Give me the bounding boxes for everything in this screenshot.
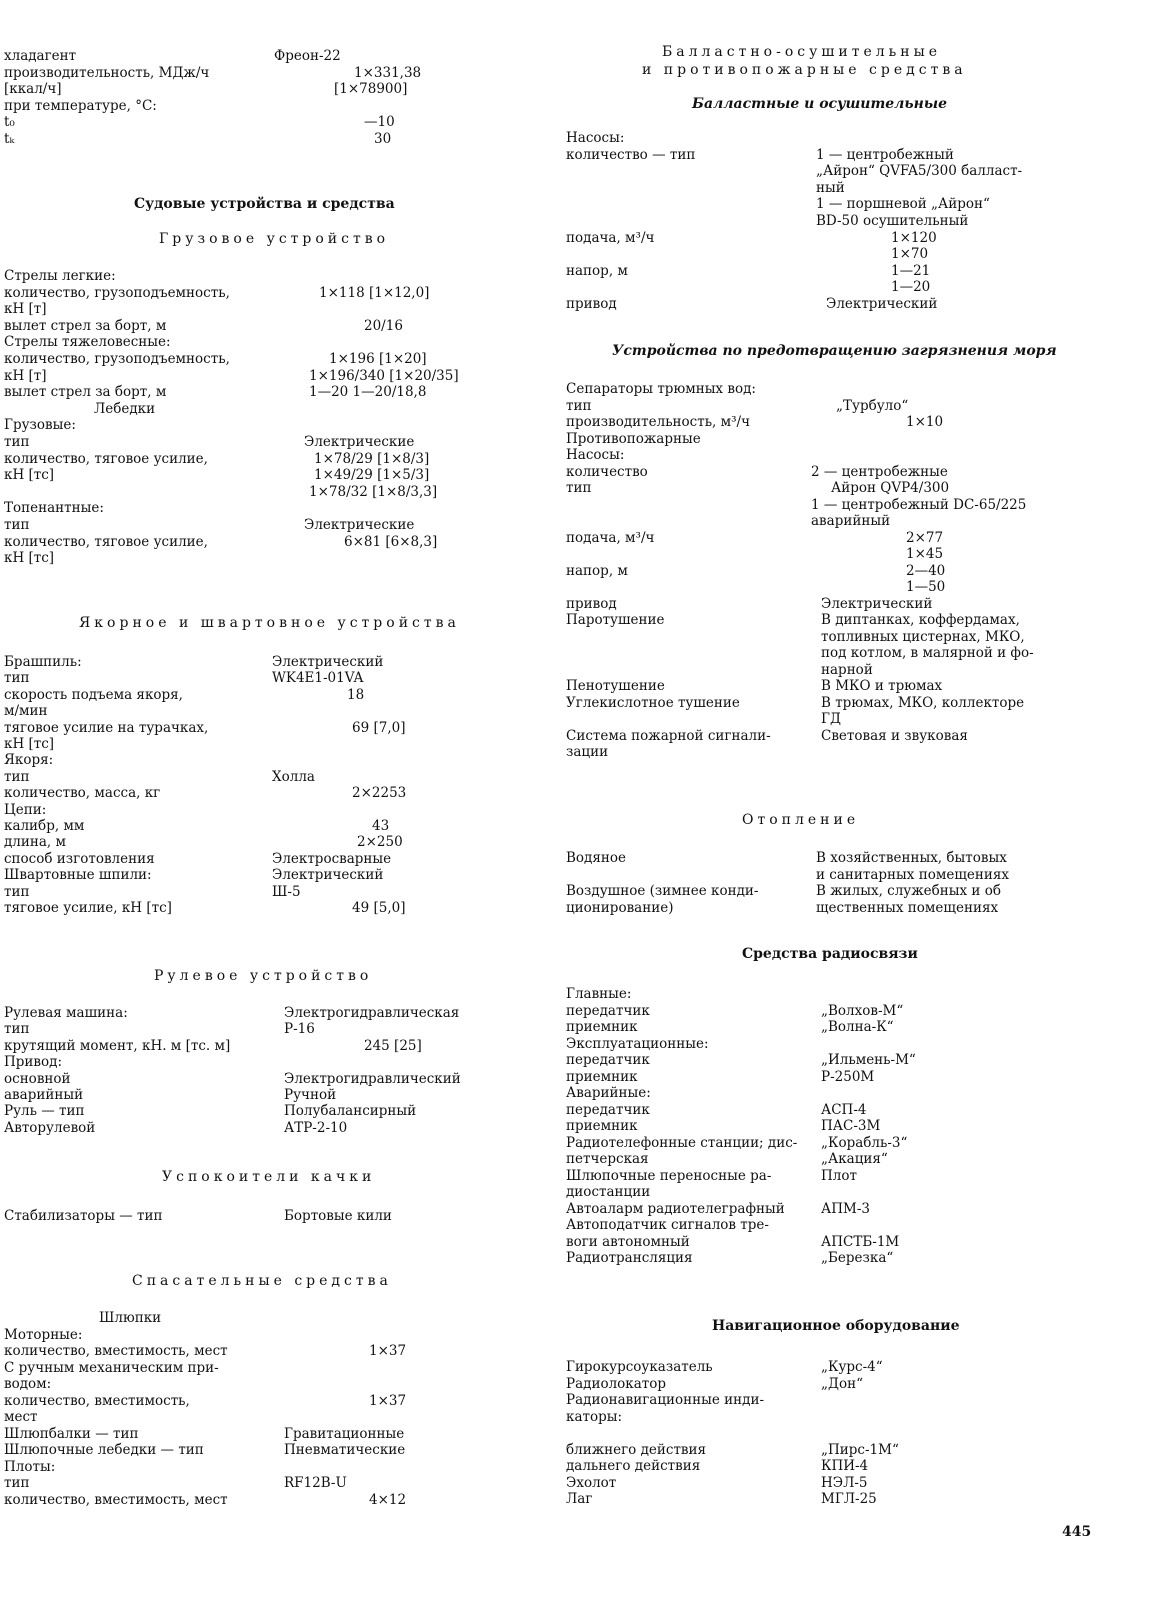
spec-label: Радионавигационные инди- xyxy=(566,1392,765,1408)
spec-label: способ изготовления xyxy=(4,850,155,867)
spec-value: 1—21 xyxy=(891,262,931,279)
spec-label: Аварийные: xyxy=(566,1085,651,1101)
spec-value: 2×2253 xyxy=(352,785,407,802)
spec-label: Главные: xyxy=(566,986,632,1002)
heading-cargo: Грузовое устройство xyxy=(159,231,390,247)
spec-label: Водяное xyxy=(566,850,626,866)
spec-label: тип xyxy=(4,1475,30,1491)
spec-value: Айрон QVP4/300 xyxy=(831,480,950,496)
heading-ballast-line1: Балластно-осушительные xyxy=(662,44,942,60)
heading-stabilizers: Успокоители качки xyxy=(162,1169,376,1185)
spec-value: Ш-5 xyxy=(272,883,301,900)
spec-label: дальнего действия xyxy=(566,1458,701,1474)
spec-value: 49 [5,0] xyxy=(352,900,406,916)
spec-value: „Дон“ xyxy=(821,1375,863,1392)
spec-label: Брашпиль: xyxy=(4,654,82,670)
spec-value: „Курс-4“ xyxy=(821,1359,883,1375)
spec-label: количество, тяговое усилие, xyxy=(4,533,208,550)
spec-value: 2×250 xyxy=(357,834,403,851)
spec-value: 30 xyxy=(374,130,392,147)
spec-label: тип xyxy=(4,883,30,900)
spec-label: Лебедки xyxy=(94,400,156,417)
spec-value: 1×196 [1×20] xyxy=(329,351,427,367)
spec-label: ближнего действия xyxy=(566,1441,707,1458)
spec-value: Электрический xyxy=(272,867,384,884)
spec-label: Пенотушение xyxy=(566,678,665,694)
spec-label: тип xyxy=(4,517,30,533)
spec-value: 2 — центробежные xyxy=(811,463,948,480)
spec-label: t₀ xyxy=(4,114,15,130)
spec-value: ный xyxy=(816,179,845,196)
spec-label: подача, м³/ч xyxy=(566,229,655,246)
spec-label: Воздушное (зимнее конди- xyxy=(566,883,759,899)
spec-label: Эксплуатационные: xyxy=(566,1035,709,1052)
spec-value: BD-50 осушительный xyxy=(816,213,969,229)
spec-value: RF12B-U xyxy=(284,1475,347,1491)
spec-label: С ручным механическим при- xyxy=(4,1359,219,1376)
spec-value: 2—40 xyxy=(906,562,946,579)
spec-value: 1×78/32 [1×8/3,3] xyxy=(309,483,438,500)
spec-value: „Корабль-3“ xyxy=(821,1134,908,1151)
spec-value: 1 — поршневой „Айрон“ xyxy=(816,196,990,213)
spec-label: тип xyxy=(4,670,30,687)
spec-value: Гравитационные xyxy=(284,1425,405,1442)
spec-value: 1×49/29 [1×5/3] xyxy=(314,467,430,484)
spec-value: Пневматические xyxy=(284,1442,406,1458)
spec-label: количество, масса, кг xyxy=(4,785,161,802)
spec-label: Эхолот xyxy=(566,1474,617,1491)
spec-value: Электрические xyxy=(304,434,415,450)
spec-value: Плот xyxy=(821,1167,857,1184)
spec-value: Электрический xyxy=(272,654,384,670)
spec-label: при температуре, °С: xyxy=(4,97,157,114)
spec-value: 1 — центробежный xyxy=(816,146,954,163)
spec-value: Ручной xyxy=(284,1087,337,1103)
spec-value: АПМ-3 xyxy=(821,1200,870,1217)
spec-label: Руль — тип xyxy=(4,1103,85,1120)
spec-label: напор, м xyxy=(566,562,628,579)
spec-value: под котлом, в малярной и фо- xyxy=(821,645,1034,661)
spec-label: Швартовные шпили: xyxy=(4,867,152,884)
spec-value: Холла xyxy=(272,768,315,785)
spec-value: В трюмах, МКО, коллекторе xyxy=(821,694,1025,711)
spec-value: „Айрон“ QVFA5/300 балласт- xyxy=(816,163,1023,180)
spec-value: 69 [7,0] xyxy=(352,719,406,736)
spec-label: тип xyxy=(566,480,592,496)
spec-label: Топенантные: xyxy=(4,500,104,517)
spec-label: Радиотрансляция xyxy=(566,1250,693,1266)
spec-label: кН [т] xyxy=(4,301,47,318)
spec-label: приемник xyxy=(566,1118,638,1134)
spec-label: количество — тип xyxy=(566,146,696,163)
spec-value: 1×196/340 [1×20/35] xyxy=(309,367,459,384)
spec-label: количество, вместимость, xyxy=(4,1392,190,1409)
spec-label: Привод: xyxy=(4,1054,63,1071)
spec-label: длина, м xyxy=(4,834,67,851)
spec-label: тип xyxy=(566,397,592,414)
spec-value: 4×12 xyxy=(369,1491,407,1508)
spec-label: мест xyxy=(4,1409,38,1425)
spec-label: вылет стрел за борт, м xyxy=(4,317,167,334)
spec-label: Углекислотное тушение xyxy=(566,694,740,711)
spec-value: 1×45 xyxy=(906,546,944,562)
spec-label: Рулевая машина: xyxy=(4,1005,128,1021)
spec-value: Электрический xyxy=(826,296,938,312)
spec-value: щественных помещениях xyxy=(816,899,999,916)
spec-value: Электрический xyxy=(821,595,933,612)
spec-label: Шлюпочные переносные ра- xyxy=(566,1167,772,1184)
spec-label: подача, м³/ч xyxy=(566,529,655,546)
spec-label: приемник xyxy=(566,1068,638,1085)
spec-label: Автоподатчик сигналов тре- xyxy=(566,1217,769,1233)
spec-value: 6×81 [6×8,3] xyxy=(344,533,438,550)
spec-value: МГЛ-25 xyxy=(821,1491,877,1507)
spec-label: крутящий момент, кН. м [тс. м] xyxy=(4,1037,231,1054)
spec-value: 245 [25] xyxy=(364,1037,422,1054)
spec-label: передатчик xyxy=(566,1101,650,1118)
spec-label: Авторулевой xyxy=(4,1119,96,1136)
page-number: 445 xyxy=(1062,1524,1092,1540)
spec-value: 1—20 xyxy=(891,279,931,296)
spec-label: Противопожарные xyxy=(566,430,701,447)
spec-value: 1—50 xyxy=(906,579,946,595)
spec-value: Электрогидравлический xyxy=(284,1070,461,1087)
spec-value: АСП-4 xyxy=(821,1101,867,1118)
spec-label: Шлюпки xyxy=(99,1310,162,1326)
spec-label: воги автономный xyxy=(566,1233,690,1250)
spec-label: калибр, мм xyxy=(4,818,85,834)
spec-value: Р-16 xyxy=(284,1021,315,1038)
spec-label: Моторные: xyxy=(4,1326,83,1343)
spec-value: „Акация“ xyxy=(821,1151,888,1167)
spec-label: м/мин xyxy=(4,703,48,720)
spec-label: Стабилизаторы — тип xyxy=(4,1208,163,1224)
spec-value: нарной xyxy=(821,661,873,678)
spec-label: тип xyxy=(4,768,30,785)
heading-rescue: Спасательные средства xyxy=(132,1273,392,1289)
spec-label: Радиотелефонные станции; дис- xyxy=(566,1134,798,1151)
spec-label: каторы: xyxy=(566,1408,623,1425)
spec-label: Гирокурсоуказатель xyxy=(566,1359,713,1375)
spec-value: аварийный xyxy=(811,513,891,529)
spec-value: 1×37 xyxy=(369,1343,407,1359)
heading-steering: Рулевое устройство xyxy=(154,968,373,984)
spec-value: 1×118 [1×12,0] xyxy=(319,284,430,301)
spec-label: аварийный xyxy=(4,1087,84,1103)
spec-value: 1 — центробежный DC-65/225 xyxy=(811,496,1027,513)
spec-value: 1×37 xyxy=(369,1392,407,1409)
spec-value: „Березка“ xyxy=(821,1250,894,1266)
spec-value: 2×77 xyxy=(906,529,944,546)
spec-label: Цепи: xyxy=(4,801,47,818)
spec-value: В диптанках, коффердамах, xyxy=(821,612,1020,628)
spec-value: КПИ-4 xyxy=(821,1458,869,1474)
spec-label: Насосы: xyxy=(566,447,625,463)
spec-label: хладагент xyxy=(4,48,77,64)
heading-anchor: Якорное и швартовное устройства xyxy=(79,615,460,631)
spec-label: производительность, м³/ч xyxy=(566,414,751,430)
spec-value: Электрогидравлическая xyxy=(284,1005,460,1021)
heading-navigation: Навигационное оборудование xyxy=(712,1318,960,1334)
spec-value: ГД xyxy=(821,711,841,727)
spec-label: диостанции xyxy=(566,1184,651,1200)
spec-value: „Волхов-М“ xyxy=(821,1002,904,1019)
spec-label: производительность, МДж/ч xyxy=(4,64,210,81)
spec-label: количество, вместимость, мест xyxy=(4,1343,228,1359)
spec-label: Сепараторы трюмных вод: xyxy=(566,381,756,397)
spec-value: НЭЛ-5 xyxy=(821,1474,868,1491)
spec-value: „Пирс-1М“ xyxy=(821,1441,899,1458)
spec-value: топливных цистернах, МКО, xyxy=(821,628,1025,645)
spec-value: В жилых, служебных и об xyxy=(816,883,1001,899)
spec-value: АПСТБ-1М xyxy=(821,1233,900,1250)
spec-label: ционирование) xyxy=(566,899,674,916)
spec-value: 1×331,38 xyxy=(354,64,422,81)
spec-label: тип xyxy=(4,434,30,450)
spec-label: Паротушение xyxy=(566,612,665,628)
spec-label: Шлюпочные лебедки — тип xyxy=(4,1442,204,1458)
spec-label: Система пожарной сигнали- xyxy=(566,727,771,744)
spec-value: [1×78900] xyxy=(334,81,408,97)
spec-value: 1×10 xyxy=(906,414,944,430)
spec-label: количество, грузоподъемность, xyxy=(4,284,230,301)
spec-value: 18 xyxy=(347,686,365,703)
spec-label: тяговое усилие, кН [тс] xyxy=(4,900,172,916)
spec-label: Стрелы легкие: xyxy=(4,268,116,284)
spec-label: приемник xyxy=(566,1019,638,1035)
spec-value: В МКО и трюмах xyxy=(821,678,943,694)
spec-value: Р-250М xyxy=(821,1068,875,1085)
spec-value: Полубалансирный xyxy=(284,1103,417,1120)
heading-pollution: Устройства по предотвращению загрязнения моря xyxy=(612,343,1057,359)
spec-value: 1—20 1—20/18,8 xyxy=(309,384,427,401)
spec-label: [ккал/ч] xyxy=(4,81,62,97)
spec-value: В хозяйственных, бытовых xyxy=(816,850,1007,866)
spec-label: основной xyxy=(4,1070,71,1087)
spec-label: скорость подъема якоря, xyxy=(4,686,183,703)
spec-label: кН [т] xyxy=(4,367,47,384)
spec-value: ПАС-3М xyxy=(821,1118,881,1134)
spec-label: количество xyxy=(566,463,648,480)
heading-ship-devices: Судовые устройства и средства xyxy=(134,196,395,212)
spec-label: Автоаларм радиотелеграфный xyxy=(566,1200,785,1217)
spec-label: кН [тс] xyxy=(4,550,55,567)
spec-label: тяговое усилие на турачках, xyxy=(4,719,209,736)
spec-value: 1×70 xyxy=(891,246,929,263)
spec-label: передатчик xyxy=(566,1002,650,1019)
spec-label: водом: xyxy=(4,1376,52,1392)
spec-label: Грузовые: xyxy=(4,417,76,434)
spec-label: привод xyxy=(566,595,617,612)
spec-label: привод xyxy=(566,296,617,312)
spec-label: передатчик xyxy=(566,1052,650,1068)
heading-ballast-line2: и противопожарные средства xyxy=(642,62,967,78)
spec-value: и санитарных помещениях xyxy=(816,866,1009,883)
spec-value: 20/16 xyxy=(364,317,403,334)
spec-label: количество, тяговое усилие, xyxy=(4,450,208,467)
spec-value: „Волна-К“ xyxy=(821,1019,894,1035)
spec-value: Электрические xyxy=(304,517,415,533)
spec-label: количество, грузоподъемность, xyxy=(4,351,230,367)
spec-label: Лаг xyxy=(566,1491,593,1507)
spec-value: 1×120 xyxy=(891,229,937,246)
spec-value: Фреон-22 xyxy=(274,48,341,64)
spec-label: петчерская xyxy=(566,1151,649,1167)
spec-label: Якоря: xyxy=(4,752,54,769)
spec-label: зации xyxy=(566,744,609,760)
spec-value: WK4E1-01VA xyxy=(272,670,364,687)
spec-value: —10 xyxy=(364,114,395,130)
spec-value: АТР-2-10 xyxy=(284,1119,348,1136)
spec-label: напор, м xyxy=(566,262,628,279)
spec-label: Стрелы тяжеловесные: xyxy=(4,334,171,351)
spec-label: Шлюпбалки — тип xyxy=(4,1425,139,1442)
spec-label: тип xyxy=(4,1021,30,1038)
spec-value: Световая и звуковая xyxy=(821,727,968,744)
spec-value: Электросварные xyxy=(272,850,392,867)
spec-value: 1×78/29 [1×8/3] xyxy=(314,450,430,467)
spec-label: Плоты: xyxy=(4,1458,56,1475)
spec-label: кН [тс] xyxy=(4,467,55,484)
heading-ballast-sub: Балластные и осушительные xyxy=(692,96,948,112)
heading-radio: Средства радиосвязи xyxy=(742,946,918,962)
spec-label: количество, вместимость, мест xyxy=(4,1491,228,1508)
spec-value: 43 xyxy=(372,818,390,834)
spec-label: tₖ xyxy=(4,130,15,147)
spec-label: Насосы: xyxy=(566,130,625,146)
spec-value: Бортовые кили xyxy=(284,1208,392,1224)
spec-label: вылет стрел за борт, м xyxy=(4,384,167,401)
spec-label: кН [тс] xyxy=(4,736,55,752)
spec-value: „Турбуло“ xyxy=(836,397,909,414)
spec-label: Радиолокатор xyxy=(566,1375,666,1392)
heading-heating: Отопление xyxy=(742,812,860,828)
spec-value: „Ильмень-М“ xyxy=(821,1052,916,1068)
